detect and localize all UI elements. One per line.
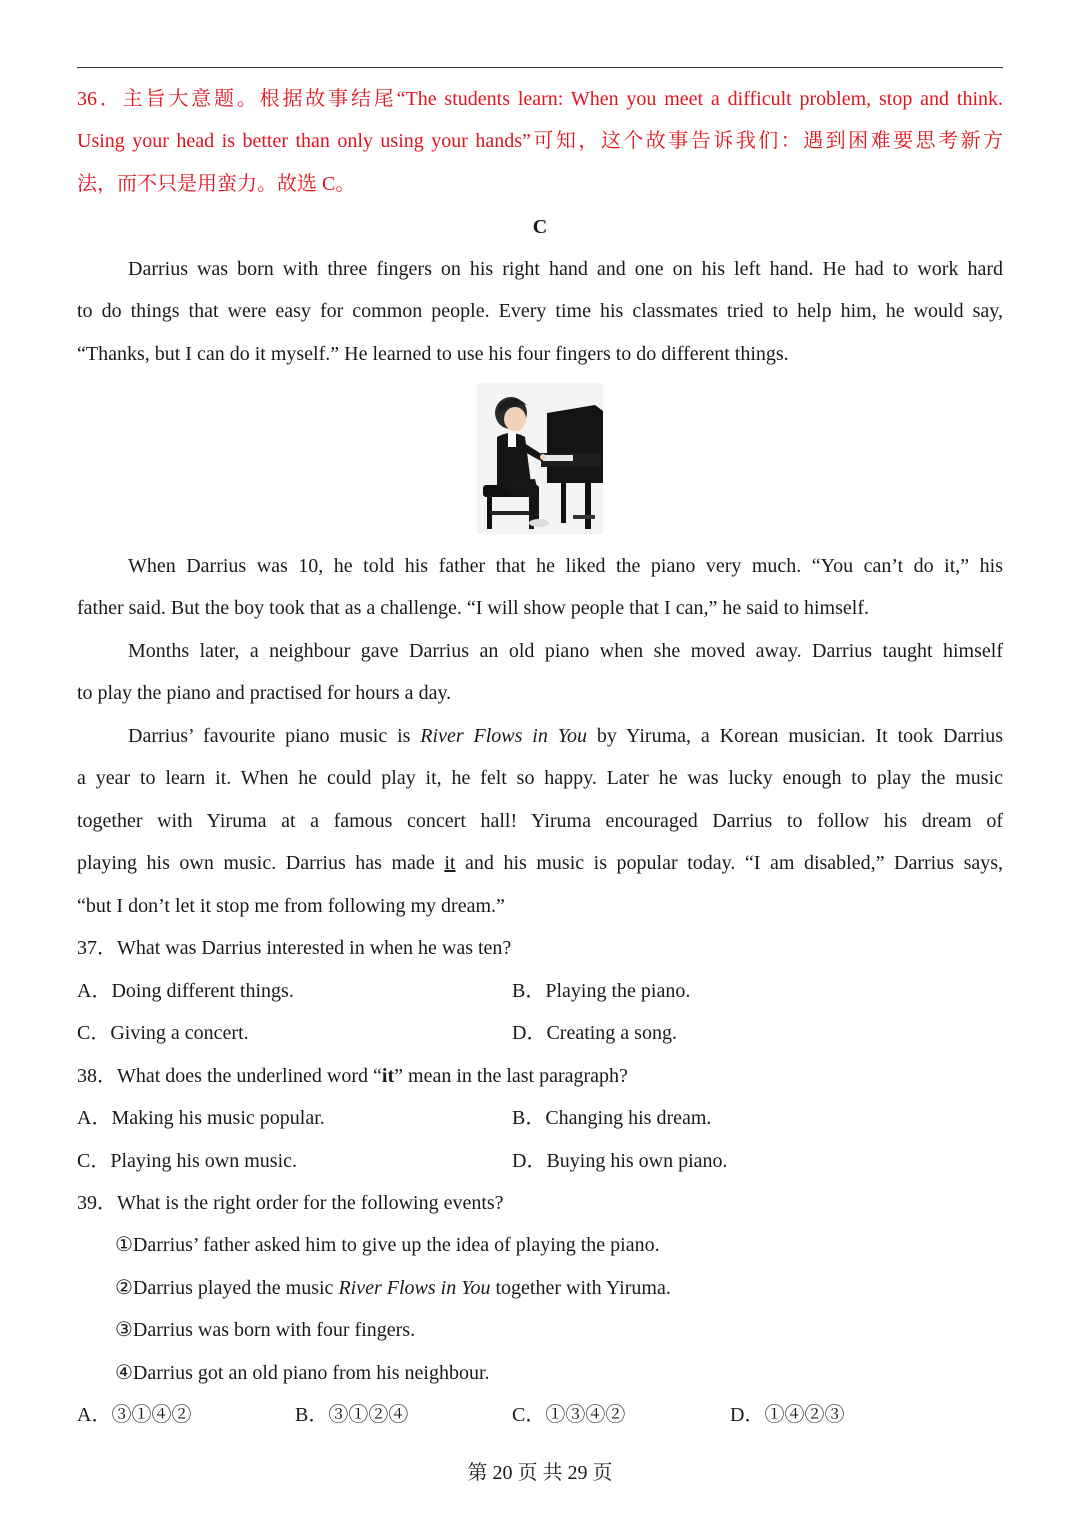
q37-option-a[interactable]: A．Doing different things. [77, 980, 294, 1002]
q38-option-a[interactable]: A．Making his music popular. [77, 1107, 325, 1129]
q39-option-b[interactable]: B．③①②④ [295, 1404, 409, 1426]
underlined-word: it [444, 852, 456, 874]
question-37-stem: 37．What was Darrius interested in when he was ten? [77, 937, 512, 959]
q39-option-d[interactable]: D．①④②③ [730, 1404, 845, 1426]
p4-text-a: Darrius’ favourite piano music is [128, 725, 421, 747]
q37-option-d[interactable]: D．Creating a song. [512, 1022, 677, 1044]
q38-option-c[interactable]: C．Playing his own music. [77, 1150, 298, 1172]
passage-p4-line-1 [128, 724, 1003, 748]
q39-option-a[interactable]: A．③①④② [77, 1404, 192, 1426]
question-39-stem: 39．What is the right order for the following events? [77, 1192, 504, 1214]
q39-e2-text-b: together with Yiruma. [490, 1277, 671, 1299]
p4-l4-text-a: playing his own music. Darrius has made [77, 852, 445, 874]
q38-stem-b: ” mean in the last paragraph? [394, 1065, 628, 1087]
explanation-line-1: 36．主旨大意题。根据故事结尾“The students learn: When you meet a difficult problem, stop and think. [77, 88, 1003, 110]
passage-p4-line-5: “but I don’t let it stop me from following my dream.” [77, 895, 505, 917]
q39-event-2 [115, 1276, 671, 1300]
q39-option-c[interactable]: C．①③④② [512, 1404, 626, 1426]
passage-p4-line-3: together with Yiruma at a famous concert hall! Yiruma encouraged Darrius to follow his dream of [77, 810, 1003, 832]
q39-event-3: ③Darrius was born with four fingers. [115, 1319, 416, 1341]
passage-p4-line-4 [77, 851, 1003, 875]
q38-stem-a: 38．What does the underlined word “ [77, 1065, 382, 1087]
passage-p2-line-2: father said. But the boy took that as a challenge. “I will show people that I can,” he said to himself. [77, 597, 869, 619]
explanation-line-3: 法，而不只是用蛮力。故选 C。 [77, 173, 356, 195]
q39-event-1: ①Darrius’ father asked him to give up the idea of playing the piano. [115, 1234, 660, 1256]
q39-event-4: ④Darrius got an old piano from his neighbour. [115, 1362, 490, 1384]
passage-p4-line-2: a year to learn it. When he could play it, he felt so happy. Later he was lucky enough to play the music [77, 767, 1003, 789]
question-38-stem [77, 1064, 1007, 1088]
q37-option-c[interactable]: C．Giving a concert. [77, 1022, 249, 1044]
passage-p1-line-1: Darrius was born with three fingers on his right hand and one on his left hand. He had to work hard [128, 258, 1003, 280]
section-letter: C [532, 216, 548, 238]
q38-option-d[interactable]: D．Buying his own piano. [512, 1150, 728, 1172]
q39-e2-text-a: ②Darrius played the music [115, 1277, 339, 1299]
q38-option-b[interactable]: B．Changing his dream. [512, 1107, 712, 1129]
boy-playing-piano-illustration [477, 383, 603, 534]
passage-p1-line-2: to do things that were easy for common people. Every time his classmates tried to help him, he would say, [77, 300, 1003, 322]
p4-l4-text-b: and his music is popular today. “I am disabled,” Darrius says, [455, 852, 1004, 874]
passage-p1-line-3: “Thanks, but I can do it myself.” He learned to use his four fingers to do different things. [77, 343, 789, 365]
passage-p2-line-1: When Darrius was 10, he told his father that he liked the piano very much. “You can’t do it,” his [128, 555, 1003, 577]
q39-e2-title: River Flows in You [338, 1277, 491, 1299]
music-title: River Flows in You [420, 725, 587, 747]
page-footer: 第 20 页 共 29 页 [467, 1462, 613, 1484]
passage-p3-line-2: to play the piano and practised for hours a day. [77, 682, 452, 704]
p4-text-b: by Yiruma, a Korean musician. It took Darrius [587, 725, 1003, 747]
header-rule [77, 67, 1003, 68]
passage-p3-line-1: Months later, a neighbour gave Darrius an old piano when she moved away. Darrius taught himself [128, 640, 1003, 662]
q37-option-b[interactable]: B．Playing the piano. [512, 980, 691, 1002]
q38-stem-bold: it [381, 1065, 395, 1087]
explanation-line-2: Using your head is better than only using your hands”可知，这个故事告诉我们：遇到困难要思考新方 [77, 130, 1003, 152]
